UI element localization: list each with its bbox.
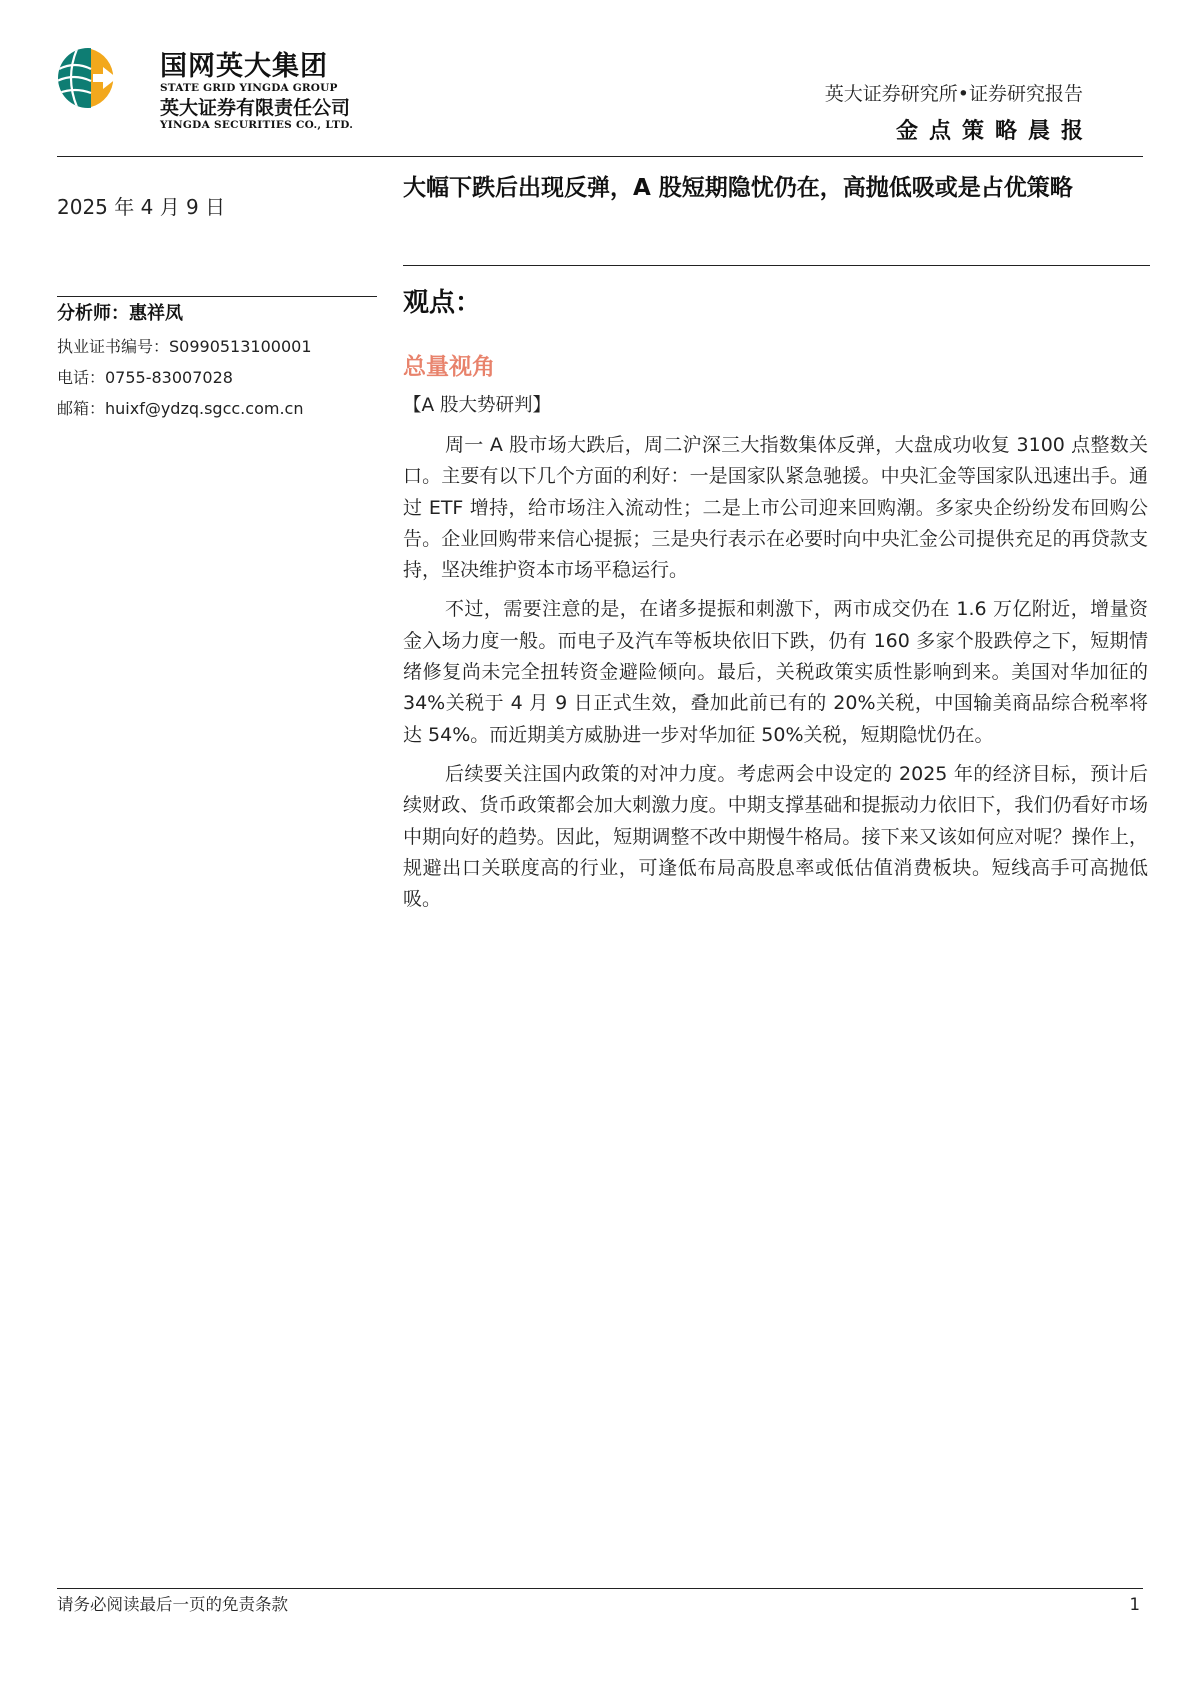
- analyst-name: 惠祥凤: [129, 303, 183, 324]
- paragraph: 不过，需要注意的是，在诸多提振和刺激下，两市成交仍在 1.6 万亿附近，增量资金入场力度一般。而电子及汽车等板块依旧下跌，仍有 160 多家个股跌停之下，短期情绪修复尚未完全扭转资金避险倾向。最后，关税政策实质性影响到来。美国对华加征的 34%关税于 4 月 9 日正式生效，叠加此前已有的 20%关税，中国输美商品综合税率将达 54%。而近期美方威胁进一步对华加征 50%关税，短期隐忧仍在。: [403, 598, 1148, 746]
- analyst-divider: [57, 296, 377, 297]
- analyst-name-row: [57, 302, 377, 326]
- group-name-en: STATE GRID YINGDA GROUP: [160, 82, 338, 94]
- analyst-phone: 电话：0755-83007028: [57, 368, 233, 387]
- group-name-cn: 国网英大集团: [160, 51, 328, 82]
- report-date: 2025 年 4 月 9 日: [57, 195, 226, 219]
- company-logo-text: [160, 52, 353, 132]
- report-series-title: 金点策略晨报: [895, 119, 1094, 144]
- institute-label: 英大证券研究所•证券研究报告: [824, 83, 1083, 105]
- page-number: 1: [1129, 1595, 1140, 1614]
- analyst-license: 执业证书编号：S0990513100001: [57, 337, 312, 356]
- disclaimer-note: 请务必阅读最后一页的免责条款: [57, 1595, 288, 1614]
- paragraph: 后续要关注国内政策的对冲力度。考虑两会中设定的 2025 年的经济目标，预计后续财政、货币政策都会加大刺激力度。中期支撑基础和提振动力依旧下，我们仍看好市场中期向好的趋势。因此，短期调整不改中期慢牛格局。接下来又该如何应对呢？操作上，规避出口关联度高的行业，可逢低布局高股息率或低估值消费板块。短线高手可高抛低吸。: [403, 762, 1148, 911]
- report-title: 大幅下跌后出现反弹，A 股短期隐忧仍在，高抛低吸或是占优策略: [403, 175, 1073, 201]
- analyst-email: 邮箱：huixf@ydzq.sgcc.com.cn: [57, 399, 304, 418]
- analyst-label: 分析师：: [57, 303, 129, 324]
- section-heading: 观点：: [403, 288, 482, 318]
- topic-tag: 【A 股大势研判】: [403, 395, 552, 416]
- analyst-info: [57, 302, 377, 419]
- securities-name-cn: 英大证券有限责任公司: [160, 97, 351, 119]
- sub-heading: 总量视角: [403, 354, 495, 380]
- paragraph: 周一 A 股市场大跌后，周二沪深三大指数集体反弹，大盘成功收复 3100 点整数关口。主要有以下几个方面的利好：一是国家队紧急驰援。中央汇金等国家队迅速出手。通过 ETF 增持，给市场注入流动性；二是上市公司迎来回购潮。多家央企纷纷发布回购公告。企业回购带来信心提振；三是央行表示在必要时向中央汇金公司提供充足的再贷款支持，坚决维护资本市场平稳运行。: [403, 434, 1148, 582]
- footer-divider: [57, 1588, 1143, 1589]
- body-text: [403, 430, 1148, 923]
- securities-name-en: YINGDA SECURITIES CO., LTD.: [160, 119, 354, 131]
- header-right: [824, 82, 1094, 146]
- title-divider: [403, 265, 1150, 266]
- header-divider: [57, 156, 1143, 157]
- company-logo-icon: [57, 47, 143, 109]
